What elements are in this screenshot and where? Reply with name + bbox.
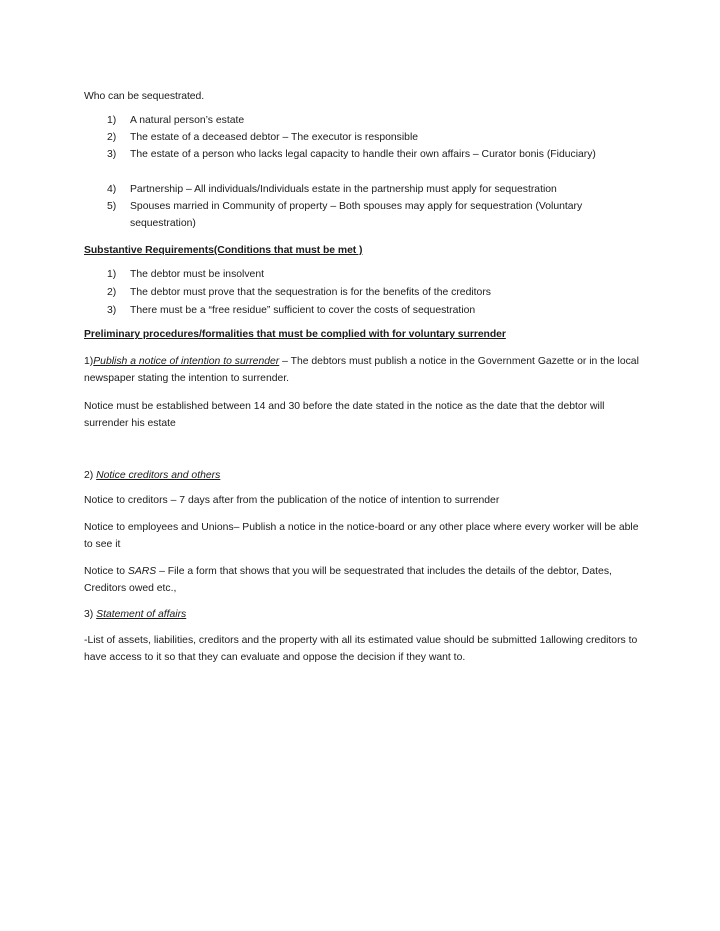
notice-employees-paragraph: Notice to employees and Unions– Publish a notice in the notice-board or any other place where every worker will be able to see it: [84, 522, 639, 550]
step-title: Notice creditors and others: [96, 470, 221, 481]
list-text: A natural person’s estate: [130, 115, 245, 126]
list-item: [107, 131, 637, 144]
list-text: The estate of a person who lacks legal capacity to handle their own affairs – Curator bonis (Fiduciary): [130, 149, 596, 160]
sars-text: – File a form that shows that you will be sequestrated that includes the details of the debtor, Dates, Creditors owed etc.,: [84, 566, 612, 594]
sars-name: SARS: [127, 566, 157, 577]
step-number: 1): [84, 356, 94, 367]
notice-period-paragraph: Notice must be established between 14 and 30 before the date stated in the notice as the date that the debtor will surrender his estate: [84, 401, 605, 429]
list-number: 3): [107, 305, 117, 316]
step-1-paragraph: [84, 353, 640, 387]
list-text: Partnership – All individuals/Individuals estate in the partnership must apply for sequestration: [130, 184, 557, 195]
step-title: Publish a notice of intention to surrender: [93, 356, 280, 367]
list-number: 2): [107, 287, 117, 298]
list-item: [107, 200, 637, 230]
heading-substantive-requirements: Substantive Requirements(Conditions that must be met ): [84, 245, 363, 256]
list-item: [107, 183, 637, 196]
list-text: There must be a “free residue” sufficient to cover the costs of sequestration: [130, 305, 476, 316]
list-item: [107, 148, 637, 178]
notice-sars-paragraph: [84, 563, 640, 597]
list-item: [107, 268, 637, 281]
list-number: 4): [107, 184, 117, 195]
list-text: The debtor must prove that the sequestration is for the benefits of the creditors: [130, 287, 491, 298]
list-number: 3): [107, 149, 117, 160]
list-number: 5): [107, 201, 117, 212]
list-text: The estate of a deceased debtor – The executor is responsible: [130, 132, 419, 143]
step-number: 3): [84, 609, 97, 620]
list-text: Spouses married in Community of property – Both spouses may apply for sequestration (Voluntary sequestration): [130, 201, 583, 229]
list-text: The debtor must be insolvent: [130, 269, 264, 280]
heading-who-can-be-sequestrated: Who can be sequestrated.: [84, 91, 205, 102]
list-number: 1): [107, 115, 117, 126]
statement-of-affairs-paragraph: -List of assets, liabilities, creditors and the property with all its estimated value should be submitted 1allowing creditors to have access to it so that they can evaluate and oppose the decision if they want to.: [84, 635, 638, 663]
step-text: – The debtors must publish a notice in the Government Gazette or in the local newspaper stating the intention to surrender.: [84, 356, 639, 384]
sars-prefix: Notice to: [84, 566, 128, 577]
heading-preliminary-procedures: Preliminary procedures/formalities that must be complied with for voluntary surrender: [84, 329, 506, 340]
step-number: 2): [84, 470, 97, 481]
step-3-paragraph: [84, 606, 640, 623]
list-item: [107, 304, 637, 317]
list-item: [107, 286, 637, 299]
list-number: 2): [107, 132, 117, 143]
list-item: [107, 114, 637, 127]
step-2-paragraph: [84, 467, 640, 484]
list-number: 1): [107, 269, 117, 280]
step-title: Statement of affairs: [96, 609, 187, 620]
notice-creditors-paragraph: Notice to creditors – 7 days after from the publication of the notice of intention to surrender: [84, 495, 500, 506]
